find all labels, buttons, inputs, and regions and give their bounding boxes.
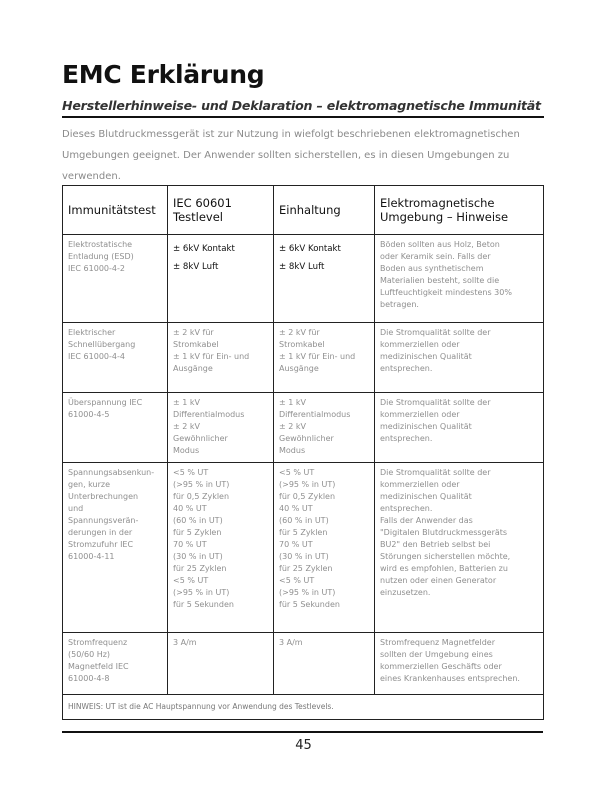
cell-text-line: Elektrischer [68,328,116,337]
cell-text-line: Schnellübergang [68,340,136,349]
cell-text-line: für 0,5 Zyklen [173,492,230,501]
cell-text-line: Differentialmodus [173,410,245,419]
cell-text-line: Magnetfeld IEC [68,662,129,671]
cell-text-line: IEC 61000-4-2 [68,264,125,273]
cell-text-line: ± 8kV Luft [173,262,219,272]
cell-text-line: Die Stromqualität sollte der [380,328,491,337]
cell-text-line: Stromfrequenz Magnetfelder [380,638,496,647]
cell-text-line: Störungen sicherstellen möchte, [380,552,511,561]
test-cell [63,463,168,633]
guidance-cell [375,463,544,633]
cell-text-line: für 5 Sekunden [173,600,234,609]
cell-text-line: ± 1 kV [173,398,200,407]
cell-text-line: kommerziellen oder [380,410,460,419]
bottom-divider [62,731,543,733]
cell-text-line: <5 % UT [279,468,315,477]
cell-text-line: entsprechen. [380,504,433,513]
cell-text-line: <5 % UT [279,576,315,585]
compliance-cell [274,235,375,323]
cell-text-line: medizinischen Qualität [380,422,472,431]
cell-text-line: für 5 Sekunden [279,600,340,609]
cell-text-line: Differentialmodus [279,410,351,419]
cell-text-line: (30 % in UT) [279,552,329,561]
cell-text-line: für 0,5 Zyklen [279,492,336,501]
cell-text-line: ± 2 kV für [279,328,320,337]
cell-text-line: nutzen oder einen Generator [380,576,497,585]
cell-text-line: (60 % in UT) [173,516,223,525]
cell-text-line: wird es empfohlen, Batterien zu [380,564,508,573]
cell-text-line: 3 A/m [279,638,303,647]
cell-text-line: Stromzufuhr IEC [68,540,134,549]
cell-text-line: 61000-4-8 [68,674,110,683]
guidance-cell [375,393,544,463]
cell-text-line: IEC 61000-4-4 [68,352,125,361]
cell-text-line: (>95 % in UT) [173,480,230,489]
table-row [63,393,544,463]
cell-text-line: ± 1 kV für Ein- und [173,352,250,361]
cell-text-line: (50/60 Hz) [68,650,111,659]
cell-text-line: Modus [279,446,306,455]
cell-text-line: oder Keramik sein. Falls der [380,252,491,261]
page-title: EMC Erklärung [62,60,265,89]
cell-text-line: ± 2 kV für [173,328,214,337]
cell-text-line: Gewöhnlicher [279,434,334,443]
cell-text-line: kommerziellen oder [380,480,460,489]
table-row [63,463,544,633]
cell-text-line: (30 % in UT) [173,552,223,561]
level-cell [168,633,274,695]
cell-text-line: für 25 Zyklen [173,564,227,573]
guidance-cell [375,323,544,393]
cell-text-line: Stromkabel [279,340,325,349]
cell-text-line: Elektrostatische [68,240,133,249]
cell-text-line: für 25 Zyklen [279,564,333,573]
cell-text-line: entsprechen. [380,434,433,443]
cell-text-line: (60 % in UT) [279,516,329,525]
cell-text-line: 3 A/m [173,638,197,647]
cell-text-line: <5 % UT [173,576,209,585]
cell-text-line: "Digitalen Blutdruckmessgeräts [380,528,508,537]
cell-text-line: Modus [173,446,200,455]
compliance-cell [274,393,375,463]
level-cell [168,323,274,393]
level-cell [168,393,274,463]
cell-text-line: 61000-4-11 [68,552,115,561]
cell-text-line: <5 % UT [173,468,209,477]
cell-text-line: Gewöhnlicher [173,434,228,443]
cell-text-line: (>95 % in UT) [173,588,230,597]
test-cell [63,633,168,695]
cell-text-line: Luftfeuchtigkeit mindestens 30% [380,288,512,297]
cell-text-line: medizinischen Qualität [380,492,472,501]
cell-text-line: medizinischen Qualität [380,352,472,361]
cell-text-line: entsprechen. [380,364,433,373]
cell-text-line: (>95 % in UT) [279,588,336,597]
cell-text-line: Unterbrechungen [68,492,139,501]
cell-text-line: Überspannung IEC [68,398,143,407]
cell-text-line: 70 % UT [279,540,313,549]
cell-text-line: 40 % UT [173,504,207,513]
cell-text-line: ± 6kV Kontakt [279,244,341,254]
table-note-row [63,695,544,720]
table-row [63,235,544,323]
subtitle-divider [62,116,544,118]
guidance-cell [375,633,544,695]
cell-text-line: Spannungsverän- [68,516,139,525]
cell-text-line: ± 8kV Luft [279,262,325,272]
cell-text-line: ± 1 kV für Ein- und [279,352,356,361]
guidance-cell [375,235,544,323]
table-row [63,323,544,393]
cell-text-line: 70 % UT [173,540,207,549]
cell-text-line: Falls der Anwender das [380,516,473,525]
cell-text-line: Die Stromqualität sollte der [380,398,491,407]
cell-text-line: betragen. [380,300,419,309]
cell-text-line: Ausgänge [279,364,319,373]
cell-text-line: einzusetzen. [380,588,431,597]
cell-text-line: derungen in der [68,528,133,537]
cell-text-line: ± 2 kV [279,422,306,431]
level-cell [168,235,274,323]
cell-text-line: kommerziellen oder [380,340,460,349]
cell-text-line: Entladung (ESD) [68,252,134,261]
intro-paragraph: Dieses Blutdruckmessgerät ist zur Nutzung in wiefolgt beschriebenen elektromagnetischen Umgebungen geeignet. Der Anwender sollten sicherstellen, es in diesen Umgebungen zu verwenden. [62,129,520,182]
table-row [63,633,544,695]
cell-text-line: Spannungsabsenkun- [68,468,155,477]
cell-text-line: für 5 Zyklen [279,528,328,537]
immunity-table [62,185,544,720]
cell-text-line: gen, kurze [68,480,111,489]
cell-text-line: ± 6kV Kontakt [173,244,235,254]
cell-text-line: kommerziellen Geschäfts oder [380,662,502,671]
header-guidance: Elektromagnetische Umgebung – Hinweise [375,186,544,235]
cell-text-line: Stromfrequenz [68,638,128,647]
header-immunity-test: Immunitätstest [63,186,168,235]
cell-text-line: ± 2 kV [173,422,200,431]
header-compliance: Einhaltung [274,186,375,235]
cell-text-line: und [68,504,84,513]
cell-text-line: 61000-4-5 [68,410,110,419]
cell-text-line: 40 % UT [279,504,313,513]
header-test-level: IEC 60601 Testlevel [168,186,274,235]
cell-text-line: Die Stromqualität sollte der [380,468,491,477]
table-note: HINWEIS: UT ist die AC Hauptspannung vor Anwendung des Testlevels. [63,695,544,720]
cell-text-line: sollten der Umgebung eines [380,650,493,659]
cell-text-line: Böden sollten aus Holz, Beton [380,240,500,249]
cell-text-line: Materialien besteht, sollte die [380,276,500,285]
compliance-cell [274,463,375,633]
cell-text-line: BU2" den Betrieb selbst bei [380,540,491,549]
compliance-cell [274,633,375,695]
test-cell [63,235,168,323]
level-cell [168,463,274,633]
table-header-row [63,186,544,235]
test-cell [63,323,168,393]
cell-text-line: Ausgänge [173,364,213,373]
cell-text-line: (>95 % in UT) [279,480,336,489]
cell-text-line: Stromkabel [173,340,219,349]
page-number: 45 [295,738,312,753]
cell-text-line: eines Krankenhauses entsprechen. [380,674,520,683]
cell-text-line: ± 1 kV [279,398,306,407]
cell-text-line: Boden aus synthetischem [380,264,484,273]
cell-text-line: für 5 Zyklen [173,528,222,537]
compliance-cell [274,323,375,393]
test-cell [63,393,168,463]
section-subtitle: Herstellerhinweise- und Deklaration – elektromagnetische Immunität [62,98,541,113]
